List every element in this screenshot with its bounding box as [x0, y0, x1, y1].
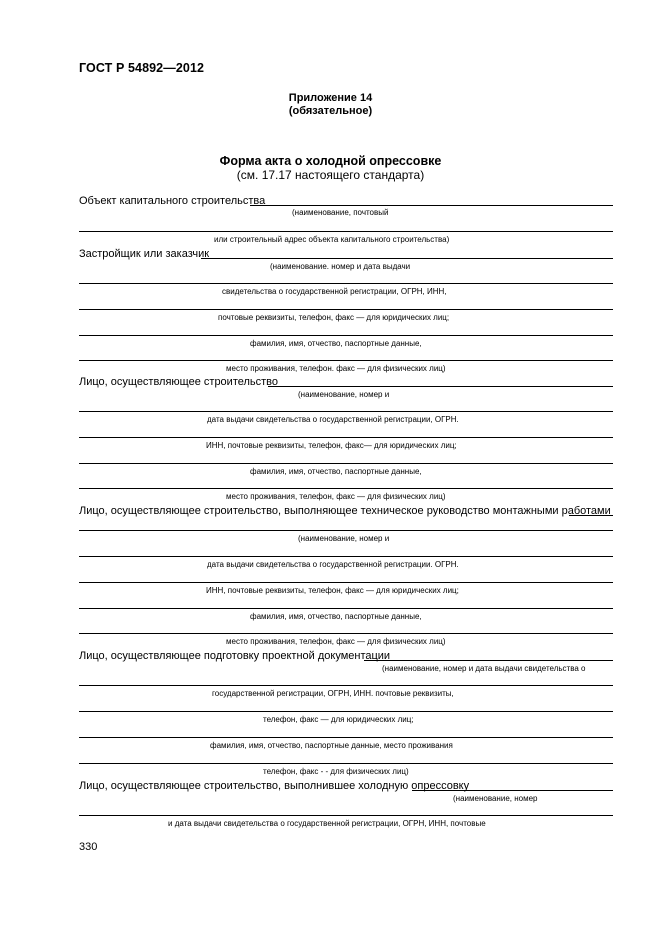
- page-number: 330: [79, 841, 98, 853]
- performer-field[interactable]: [412, 790, 613, 791]
- builder-field-3[interactable]: [79, 437, 613, 438]
- builder-caption-5: место проживания, телефон, факс — для физических лиц): [226, 492, 446, 501]
- supervisor-field-2[interactable]: [79, 556, 613, 557]
- builder-field-4[interactable]: [79, 463, 613, 464]
- supervisor-field[interactable]: [569, 515, 613, 516]
- designer-field-4[interactable]: [79, 737, 613, 738]
- form-title: Форма акта о холодной опрессовке: [219, 154, 442, 168]
- builder-caption-4: фамилия, имя, отчество, паспортные данные,: [250, 467, 422, 476]
- supervisor-field-5[interactable]: [79, 633, 613, 634]
- supervisor-caption-3: ИНН, почтовые реквизиты, телефон, факс — для юридических лиц;: [206, 586, 459, 595]
- designer-field-5[interactable]: [79, 763, 613, 764]
- supervisor-field-4[interactable]: [79, 608, 613, 609]
- developer-caption-5: место проживания, телефон. факс — для физических лиц): [226, 364, 446, 373]
- designer-caption-3: телефон, факс — для юридических лиц;: [263, 715, 414, 724]
- appendix-type: (обязательное): [288, 105, 373, 117]
- developer-caption-2: свидетельства о государственной регистрации, ОГРН, ИНН,: [222, 287, 447, 296]
- developer-caption-4: фамилия, имя, отчество, паспортные данные,: [250, 339, 422, 348]
- designer-field-2[interactable]: [79, 685, 613, 686]
- developer-caption-1: (наименование. номер и дата выдачи: [270, 262, 411, 271]
- supervisor-caption-4: фамилия, имя, отчество, паспортные данные,: [250, 612, 422, 621]
- developer-field-3[interactable]: [79, 309, 613, 310]
- object-caption-1: (наименование, почтовый: [292, 208, 389, 217]
- builder-field-2[interactable]: [79, 411, 613, 412]
- developer-field-2[interactable]: [79, 283, 613, 284]
- builder-field[interactable]: [268, 386, 613, 387]
- builder-caption-1: (наименование, номер и: [298, 390, 390, 399]
- designer-caption-2: государственной регистрации, ОГРН, ИНН. почтовые реквизиты,: [212, 689, 454, 698]
- performer-caption-1: (наименование, номер: [453, 794, 538, 803]
- supervisor-caption-5: место проживания, телефон, факс — для физических лиц): [226, 637, 446, 646]
- developer-caption-3: почтовые реквизиты, телефон, факс — для юридических лиц;: [218, 313, 450, 322]
- object-caption-2: или строительный адрес объекта капитального строительства): [214, 235, 450, 244]
- standard-designation: ГОСТ Р 54892—2012: [79, 61, 205, 75]
- designer-field-3[interactable]: [79, 711, 613, 712]
- form-subtitle: (см. 17.17 настоящего стандарта): [236, 168, 425, 182]
- designer-caption-5: телефон, факс - - для физических лиц): [263, 767, 409, 776]
- object-address-field[interactable]: [79, 231, 613, 232]
- object-label: Объект капитального строительства: [79, 195, 266, 207]
- developer-field[interactable]: [201, 258, 613, 259]
- builder-caption-2: дата выдачи свидетельства о государственной регистрации, ОГРН.: [207, 415, 459, 424]
- supervisor-caption-1: (наименование, номер и: [298, 534, 390, 543]
- appendix-number: Приложение 14: [288, 92, 373, 104]
- designer-caption-4: фамилия, имя, отчество, паспортные данные, место проживания: [210, 741, 453, 750]
- supervisor-label: Лицо, осуществляющее строительство, выполняющее техническое руководство монтажными работами: [79, 505, 611, 517]
- builder-label: Лицо, осуществляющее строительство: [79, 376, 279, 388]
- developer-field-5[interactable]: [79, 360, 613, 361]
- builder-field-5[interactable]: [79, 488, 613, 489]
- supervisor-field-1b[interactable]: [79, 530, 613, 531]
- performer-label: Лицо, осуществляющее строительство, выполнившее холодную опрессовку: [79, 780, 470, 792]
- supervisor-caption-2: дата выдачи свидетельства о государственной регистрации. ОГРН.: [207, 560, 459, 569]
- supervisor-field-3[interactable]: [79, 582, 613, 583]
- developer-field-4[interactable]: [79, 335, 613, 336]
- builder-caption-3: ИНН, почтовые реквизиты, телефон, факс— для юридических лиц;: [206, 441, 457, 450]
- performer-field-2[interactable]: [79, 815, 613, 816]
- developer-label: Застройщик или заказчик: [79, 248, 210, 260]
- designer-label: Лицо, осуществляющее подготовку проектной документации: [79, 650, 391, 662]
- designer-caption-1: (наименование, номер и дата выдачи свидетельства о: [382, 664, 586, 673]
- performer-caption-2: и дата выдачи свидетельства о государственной регистрации, ОГРН, ИНН, почтовые: [168, 819, 486, 828]
- object-field[interactable]: [250, 205, 613, 206]
- designer-field[interactable]: [364, 660, 613, 661]
